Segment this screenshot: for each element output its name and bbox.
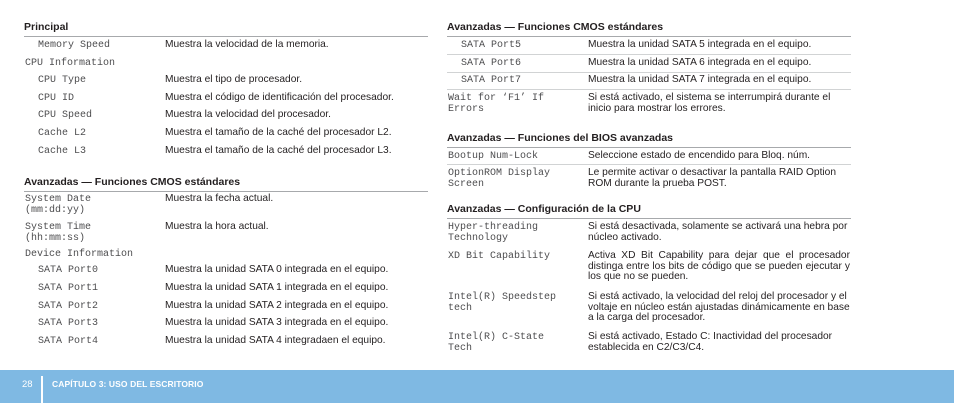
setting-description: Muestra el tipo de procesador. bbox=[165, 74, 303, 85]
section-title: Avanzadas — Configuración de la CPU bbox=[447, 203, 851, 219]
setting-description: Seleccione estado de encendido para Bloq. núm. bbox=[588, 150, 811, 161]
setting-description: Muestra la hora actual. bbox=[165, 221, 269, 232]
chapter-title: CAPÍTULO 3: USO DEL ESCRITORIO bbox=[52, 379, 204, 389]
setting-name: OptionROM Display Screen bbox=[448, 168, 551, 190]
page-number: 28 bbox=[22, 379, 33, 390]
setting-name: Intel(R) Speedstep tech bbox=[448, 292, 557, 314]
setting-description: Muestra la unidad SATA 7 integrada en el equipo. bbox=[588, 74, 812, 85]
setting-name: CPU ID bbox=[38, 93, 75, 104]
setting-name: Device Information bbox=[25, 249, 134, 260]
setting-name: CPU Information bbox=[25, 58, 116, 69]
setting-description: Muestra la fecha actual. bbox=[165, 193, 274, 204]
setting-name: SATA Port7 bbox=[461, 75, 522, 86]
setting-description: Muestra la unidad SATA 6 integrada en el equipo. bbox=[588, 57, 812, 68]
setting-description: Muestra la unidad SATA 0 integrada en el equipo. bbox=[165, 264, 389, 275]
setting-name: System Date (mm:dd:yy) bbox=[25, 194, 92, 216]
setting-name: Cache L3 bbox=[38, 146, 87, 157]
row-divider bbox=[447, 72, 851, 73]
section-cmos bbox=[24, 176, 428, 192]
setting-name: SATA Port2 bbox=[38, 301, 99, 312]
setting-description: Muestra la unidad SATA 2 integrada en el equipo. bbox=[165, 300, 389, 311]
setting-name: CPU Speed bbox=[38, 110, 93, 121]
setting-name: XD Bit Capability bbox=[448, 251, 551, 262]
section-title: Principal bbox=[24, 21, 428, 37]
setting-description: Muestra la velocidad de la memoria. bbox=[165, 39, 329, 50]
setting-description: Si está activado, Estado C: Inactividad del procesador establecida en C2/C3/C4. bbox=[588, 331, 833, 353]
setting-name: SATA Port3 bbox=[38, 318, 99, 329]
section-cpu bbox=[447, 203, 851, 219]
section-bios bbox=[447, 132, 851, 148]
setting-description: Muestra el código de identificación del procesador. bbox=[165, 92, 394, 103]
setting-name: Cache L2 bbox=[38, 128, 87, 139]
setting-description: Muestra la unidad SATA 5 integrada en el equipo. bbox=[588, 39, 812, 50]
footer-divider bbox=[41, 376, 43, 403]
setting-name: Hyper-threading Technology bbox=[448, 222, 539, 244]
setting-name: Bootup Num-Lock bbox=[448, 151, 539, 162]
setting-description: Le permite activar o desactivar la pantalla RAID Option ROM durante la prueba POST. bbox=[588, 167, 837, 189]
setting-name: SATA Port0 bbox=[38, 265, 99, 276]
section-title: Avanzadas — Funciones del BIOS avanzadas bbox=[447, 132, 851, 148]
page-footer bbox=[0, 370, 954, 403]
section-title: Avanzadas — Funciones CMOS estándares bbox=[447, 21, 851, 37]
setting-description: Si está activado, la velocidad del reloj del procesador y el voltaje en núcleo están ajustadas dinámicamente en base a la carga del procesador. bbox=[588, 291, 850, 323]
setting-name: SATA Port6 bbox=[461, 58, 522, 69]
setting-name: Intel(R) C-State Tech bbox=[448, 332, 545, 354]
setting-name: SATA Port5 bbox=[461, 40, 522, 51]
setting-description: Muestra el tamaño de la caché del procesador L2. bbox=[165, 127, 392, 138]
setting-name: CPU Type bbox=[38, 75, 87, 86]
section-cmos-continued bbox=[447, 21, 851, 37]
section-principal bbox=[24, 21, 428, 37]
row-divider bbox=[447, 54, 851, 55]
setting-name: SATA Port1 bbox=[38, 283, 99, 294]
setting-description: Muestra la unidad SATA 4 integradaen el equipo. bbox=[165, 335, 386, 346]
setting-description: Si está activado, el sistema se interrumpirá durante el inicio para mostrar los errores. bbox=[588, 92, 831, 114]
setting-name: System Time (hh:mm:ss) bbox=[25, 222, 92, 244]
setting-description: Muestra la unidad SATA 1 integrada en el equipo. bbox=[165, 282, 389, 293]
setting-description: Muestra el tamaño de la caché del procesador L3. bbox=[165, 145, 392, 156]
setting-description: Activa XD Bit Capability para dejar que el procesador distinga entre los bits de código que se pueden ejecutar y los que no se pueden. bbox=[588, 250, 850, 282]
section-title: Avanzadas — Funciones CMOS estándares bbox=[24, 176, 428, 192]
setting-description: Muestra la velocidad del procesador. bbox=[165, 109, 331, 120]
setting-name: SATA Port4 bbox=[38, 336, 99, 347]
row-divider bbox=[447, 164, 851, 165]
setting-description: Si está desactivada, solamente se activará una hebra por núcleo activado. bbox=[588, 221, 848, 243]
setting-name: Wait for ‘F1’ If Errors bbox=[448, 93, 545, 115]
setting-name: Memory Speed bbox=[38, 40, 111, 51]
setting-description: Muestra la unidad SATA 3 integrada en el equipo. bbox=[165, 317, 389, 328]
row-divider bbox=[447, 89, 851, 90]
